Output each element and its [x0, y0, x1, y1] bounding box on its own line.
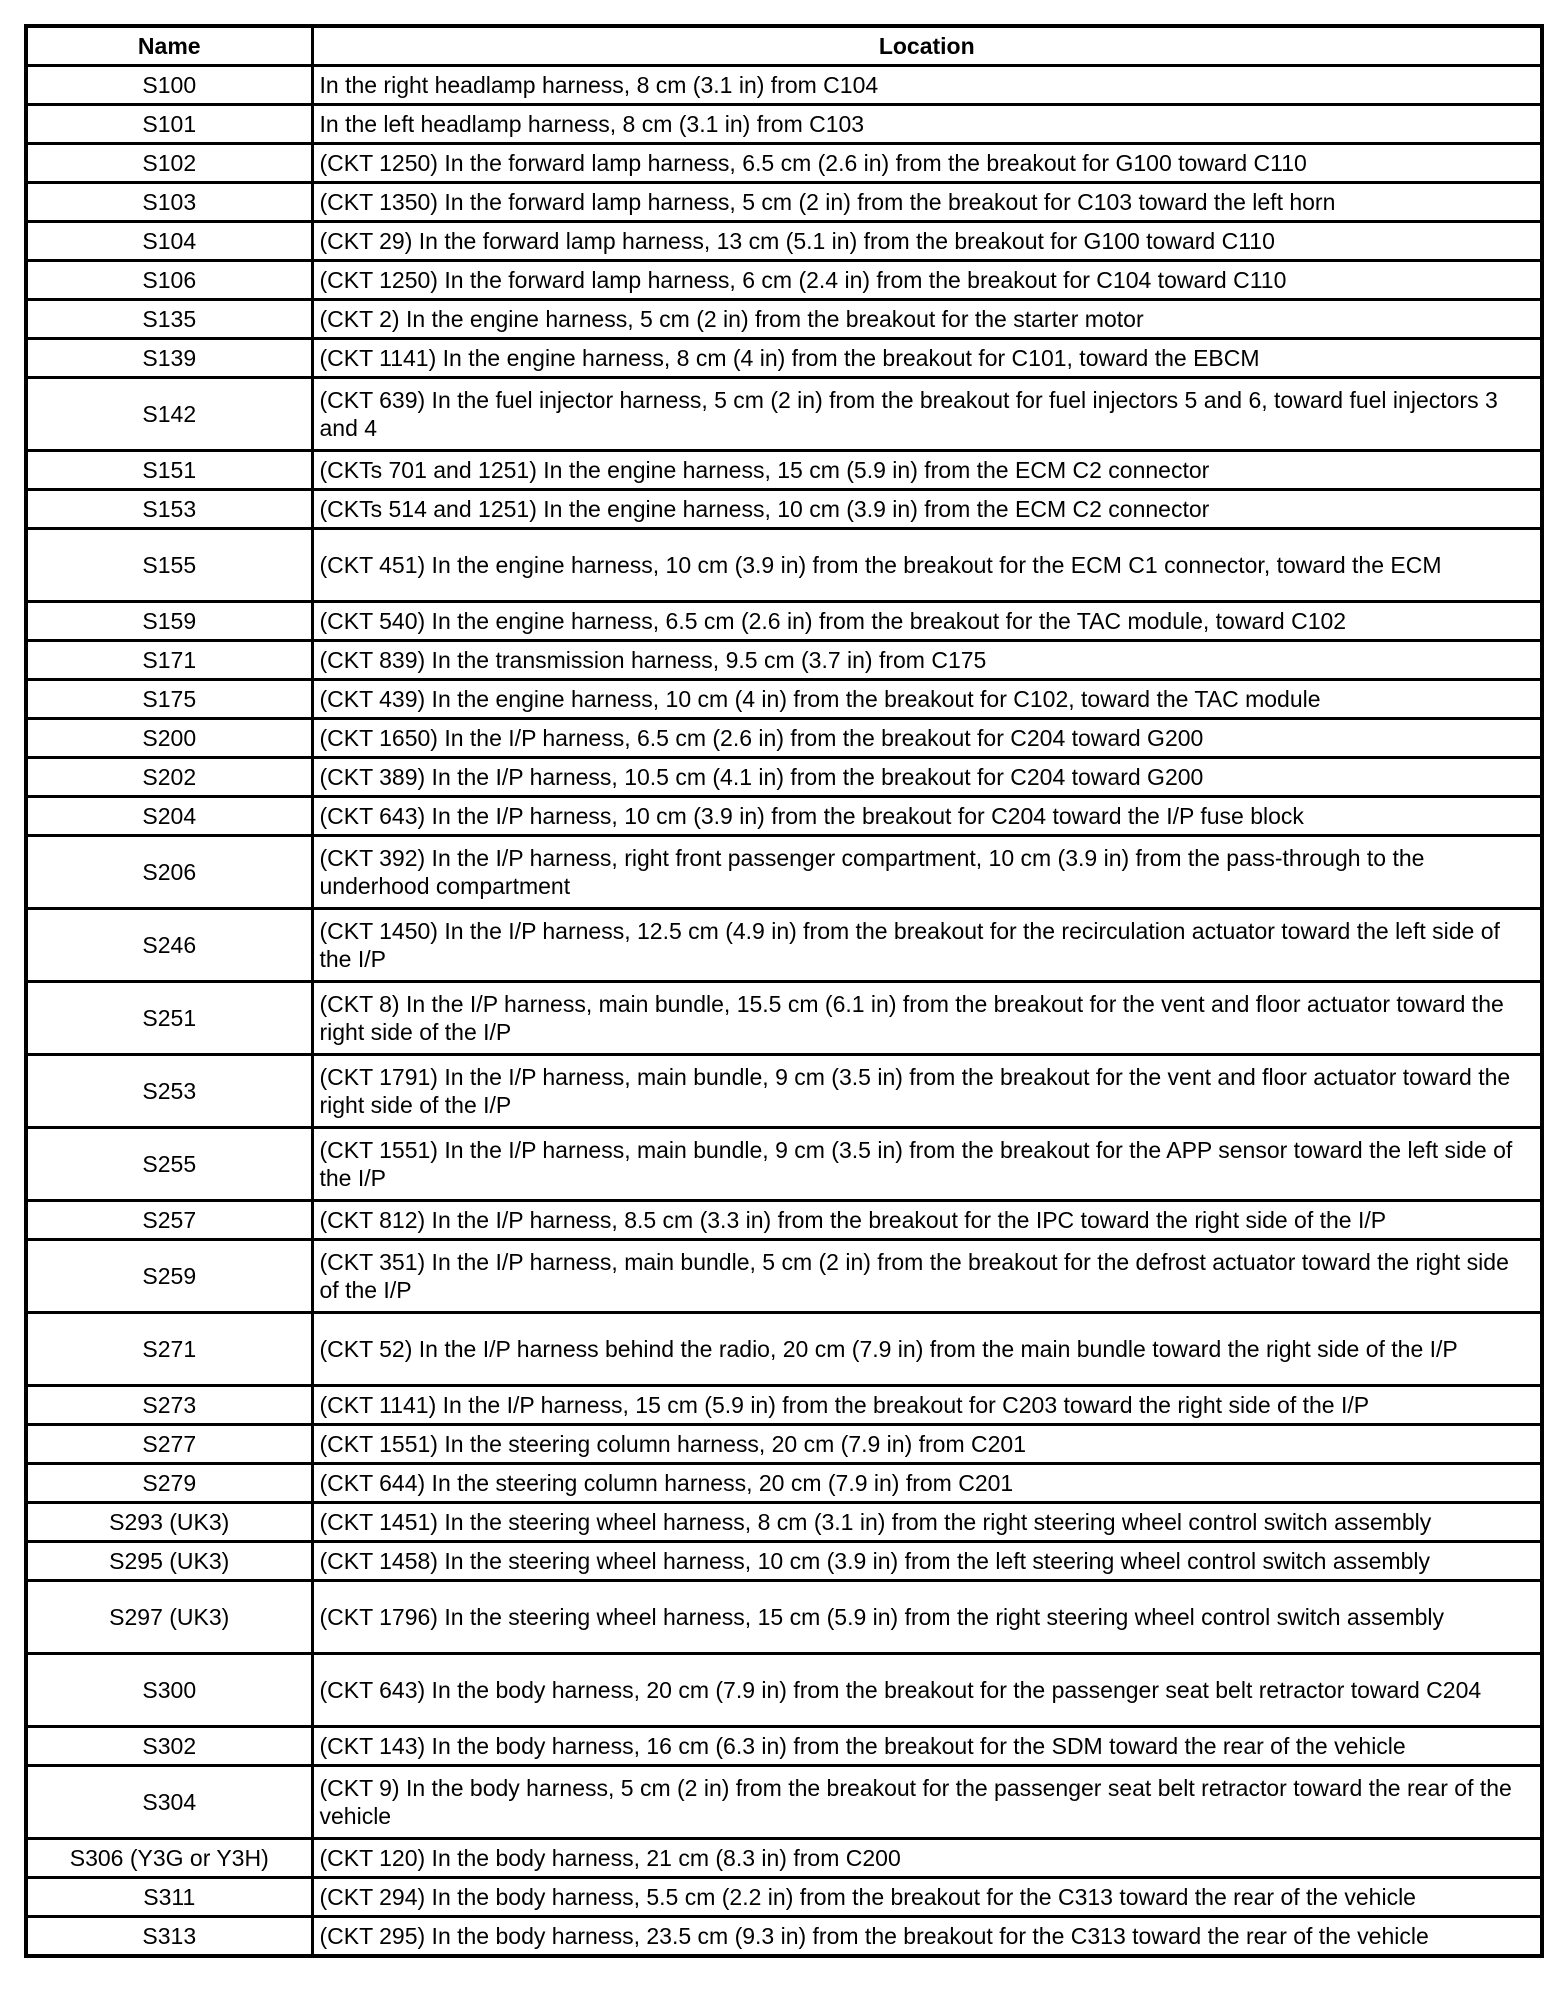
table-row — [26, 641, 1542, 680]
splice-name-cell: S101 — [26, 105, 312, 144]
splice-location-cell: (CKT 839) In the transmission harness, 9.5 cm (3.7 in) from C175 — [312, 641, 1542, 680]
splice-location-cell: (CKT 351) In the I/P harness, main bundle, 5 cm (2 in) from the breakout for the defrost actuator toward the right side of the I/P — [312, 1240, 1542, 1313]
table-row — [26, 105, 1542, 144]
table-row — [26, 1201, 1542, 1240]
table-row — [26, 144, 1542, 183]
splice-location-cell: (CKT 451) In the engine harness, 10 cm (3.9 in) from the breakout for the ECM C1 connector, toward the ECM — [312, 529, 1542, 602]
splice-name-cell: S271 — [26, 1313, 312, 1386]
splice-name-cell: S273 — [26, 1386, 312, 1425]
table-row — [26, 1839, 1542, 1878]
splice-location-cell: (CKTs 701 and 1251) In the engine harness, 15 cm (5.9 in) from the ECM C2 connector — [312, 451, 1542, 490]
table-row — [26, 1386, 1542, 1425]
splice-name-cell: S106 — [26, 261, 312, 300]
splice-name-cell: S251 — [26, 982, 312, 1055]
table-row — [26, 1055, 1542, 1128]
splice-name-cell: S293 (UK3) — [26, 1503, 312, 1542]
splice-location-cell: (CKT 639) In the fuel injector harness, 5 cm (2 in) from the breakout for fuel injectors 5 and 6, toward fuel injectors 3 and 4 — [312, 378, 1542, 451]
splice-name-cell: S139 — [26, 339, 312, 378]
splice-location-cell: (CKT 295) In the body harness, 23.5 cm (9.3 in) from the breakout for the C313 toward the rear of the vehicle — [312, 1917, 1542, 1957]
splice-location-cell: (CKTs 514 and 1251) In the engine harness, 10 cm (3.9 in) from the ECM C2 connector — [312, 490, 1542, 529]
table-row — [26, 1425, 1542, 1464]
splice-location-cell: (CKT 389) In the I/P harness, 10.5 cm (4.1 in) from the breakout for C204 toward G200 — [312, 758, 1542, 797]
table-row — [26, 1581, 1542, 1654]
splice-location-cell: (CKT 8) In the I/P harness, main bundle, 15.5 cm (6.1 in) from the breakout for the vent and floor actuator toward the right side of the I/P — [312, 982, 1542, 1055]
splice-location-cell: (CKT 1141) In the engine harness, 8 cm (4 in) from the breakout for C101, toward the EBCM — [312, 339, 1542, 378]
splice-name-cell: S175 — [26, 680, 312, 719]
splice-location-cell: (CKT 1551) In the I/P harness, main bundle, 9 cm (3.5 in) from the breakout for the APP sensor toward the left side of the I/P — [312, 1128, 1542, 1201]
splice-location-cell: In the left headlamp harness, 8 cm (3.1 in) from C103 — [312, 105, 1542, 144]
splice-location-cell: (CKT 540) In the engine harness, 6.5 cm (2.6 in) from the breakout for the TAC module, toward C102 — [312, 602, 1542, 641]
splice-location-cell: (CKT 9) In the body harness, 5 cm (2 in) from the breakout for the passenger seat belt retractor toward the rear of the vehicle — [312, 1766, 1542, 1839]
splice-location-cell: (CKT 1141) In the I/P harness, 15 cm (5.9 in) from the breakout for C203 toward the right side of the I/P — [312, 1386, 1542, 1425]
splice-location-cell: (CKT 1796) In the steering wheel harness, 15 cm (5.9 in) from the right steering wheel control switch assembly — [312, 1581, 1542, 1654]
table-row — [26, 1503, 1542, 1542]
splice-name-cell: S313 — [26, 1917, 312, 1957]
column-header-name: Name — [26, 26, 312, 66]
splice-location-cell: (CKT 1350) In the forward lamp harness, 5 cm (2 in) from the breakout for C103 toward the left horn — [312, 183, 1542, 222]
splice-location-cell: (CKT 812) In the I/P harness, 8.5 cm (3.3 in) from the breakout for the IPC toward the right side of the I/P — [312, 1201, 1542, 1240]
splice-location-table — [24, 24, 1544, 1958]
splice-name-cell: S200 — [26, 719, 312, 758]
splice-location-cell: (CKT 392) In the I/P harness, right front passenger compartment, 10 cm (3.9 in) from the pass-through to the underhood compartment — [312, 836, 1542, 909]
table-row — [26, 222, 1542, 261]
splice-name-cell: S311 — [26, 1878, 312, 1917]
table-row — [26, 339, 1542, 378]
splice-name-cell: S253 — [26, 1055, 312, 1128]
splice-location-cell: (CKT 1791) In the I/P harness, main bundle, 9 cm (3.5 in) from the breakout for the vent and floor actuator toward the right side of the I/P — [312, 1055, 1542, 1128]
splice-name-cell: S257 — [26, 1201, 312, 1240]
table-row — [26, 300, 1542, 339]
table-row — [26, 183, 1542, 222]
splice-name-cell: S155 — [26, 529, 312, 602]
table-row — [26, 909, 1542, 982]
splice-location-cell: (CKT 52) In the I/P harness behind the radio, 20 cm (7.9 in) from the main bundle toward the right side of the I/P — [312, 1313, 1542, 1386]
splice-name-cell: S171 — [26, 641, 312, 680]
header-row — [26, 26, 1542, 66]
table-row — [26, 836, 1542, 909]
table-row — [26, 602, 1542, 641]
splice-location-cell: (CKT 439) In the engine harness, 10 cm (4 in) from the breakout for C102, toward the TAC module — [312, 680, 1542, 719]
splice-name-cell: S206 — [26, 836, 312, 909]
splice-name-cell: S246 — [26, 909, 312, 982]
splice-name-cell: S302 — [26, 1727, 312, 1766]
splice-name-cell: S255 — [26, 1128, 312, 1201]
splice-name-cell: S104 — [26, 222, 312, 261]
splice-location-cell: (CKT 29) In the forward lamp harness, 13 cm (5.1 in) from the breakout for G100 toward C110 — [312, 222, 1542, 261]
splice-name-cell: S306 (Y3G or Y3H) — [26, 1839, 312, 1878]
table-row — [26, 451, 1542, 490]
table-row — [26, 758, 1542, 797]
splice-name-cell: S300 — [26, 1654, 312, 1727]
splice-location-cell: (CKT 1551) In the steering column harness, 20 cm (7.9 in) from C201 — [312, 1425, 1542, 1464]
splice-location-cell: In the right headlamp harness, 8 cm (3.1 in) from C104 — [312, 66, 1542, 105]
table-row — [26, 1128, 1542, 1201]
splice-name-cell: S135 — [26, 300, 312, 339]
splice-name-cell: S295 (UK3) — [26, 1542, 312, 1581]
splice-location-cell: (CKT 1650) In the I/P harness, 6.5 cm (2.6 in) from the breakout for C204 toward G200 — [312, 719, 1542, 758]
splice-name-cell: S102 — [26, 144, 312, 183]
table-row — [26, 1654, 1542, 1727]
splice-name-cell: S151 — [26, 451, 312, 490]
table-body — [26, 66, 1542, 1957]
splice-location-cell: (CKT 294) In the body harness, 5.5 cm (2.2 in) from the breakout for the C313 toward the rear of the vehicle — [312, 1878, 1542, 1917]
splice-name-cell: S204 — [26, 797, 312, 836]
splice-name-cell: S103 — [26, 183, 312, 222]
table-row — [26, 490, 1542, 529]
table-row — [26, 1727, 1542, 1766]
table-row — [26, 378, 1542, 451]
splice-name-cell: S159 — [26, 602, 312, 641]
splice-location-cell: (CKT 1458) In the steering wheel harness, 10 cm (3.9 in) from the left steering wheel control switch assembly — [312, 1542, 1542, 1581]
splice-location-cell: (CKT 1451) In the steering wheel harness, 8 cm (3.1 in) from the right steering wheel control switch assembly — [312, 1503, 1542, 1542]
splice-name-cell: S259 — [26, 1240, 312, 1313]
table-row — [26, 529, 1542, 602]
splice-name-cell: S100 — [26, 66, 312, 105]
splice-location-cell: (CKT 1450) In the I/P harness, 12.5 cm (4.9 in) from the breakout for the recirculation actuator toward the left side of the I/P — [312, 909, 1542, 982]
table-row — [26, 1766, 1542, 1839]
table-row — [26, 66, 1542, 105]
splice-location-cell: (CKT 644) In the steering column harness, 20 cm (7.9 in) from C201 — [312, 1464, 1542, 1503]
table-row — [26, 680, 1542, 719]
table-row — [26, 1464, 1542, 1503]
splice-location-cell: (CKT 643) In the body harness, 20 cm (7.9 in) from the breakout for the passenger seat belt retractor toward C204 — [312, 1654, 1542, 1727]
table-row — [26, 719, 1542, 758]
table-row — [26, 1240, 1542, 1313]
column-header-location: Location — [312, 26, 1542, 66]
splice-name-cell: S202 — [26, 758, 312, 797]
splice-name-cell: S304 — [26, 1766, 312, 1839]
splice-name-cell: S279 — [26, 1464, 312, 1503]
table-row — [26, 797, 1542, 836]
table-row — [26, 982, 1542, 1055]
splice-location-cell: (CKT 143) In the body harness, 16 cm (6.3 in) from the breakout for the SDM toward the rear of the vehicle — [312, 1727, 1542, 1766]
table-row — [26, 261, 1542, 300]
table-row — [26, 1542, 1542, 1581]
table-row — [26, 1878, 1542, 1917]
table-row — [26, 1917, 1542, 1957]
splice-location-cell: (CKT 643) In the I/P harness, 10 cm (3.9 in) from the breakout for C204 toward the I/P fuse block — [312, 797, 1542, 836]
splice-location-cell: (CKT 1250) In the forward lamp harness, 6.5 cm (2.6 in) from the breakout for G100 toward C110 — [312, 144, 1542, 183]
splice-location-cell: (CKT 120) In the body harness, 21 cm (8.3 in) from C200 — [312, 1839, 1542, 1878]
splice-location-cell: (CKT 1250) In the forward lamp harness, 6 cm (2.4 in) from the breakout for C104 toward C110 — [312, 261, 1542, 300]
splice-location-cell: (CKT 2) In the engine harness, 5 cm (2 in) from the breakout for the starter motor — [312, 300, 1542, 339]
splice-name-cell: S142 — [26, 378, 312, 451]
splice-name-cell: S277 — [26, 1425, 312, 1464]
table-row — [26, 1313, 1542, 1386]
splice-name-cell: S153 — [26, 490, 312, 529]
splice-name-cell: S297 (UK3) — [26, 1581, 312, 1654]
